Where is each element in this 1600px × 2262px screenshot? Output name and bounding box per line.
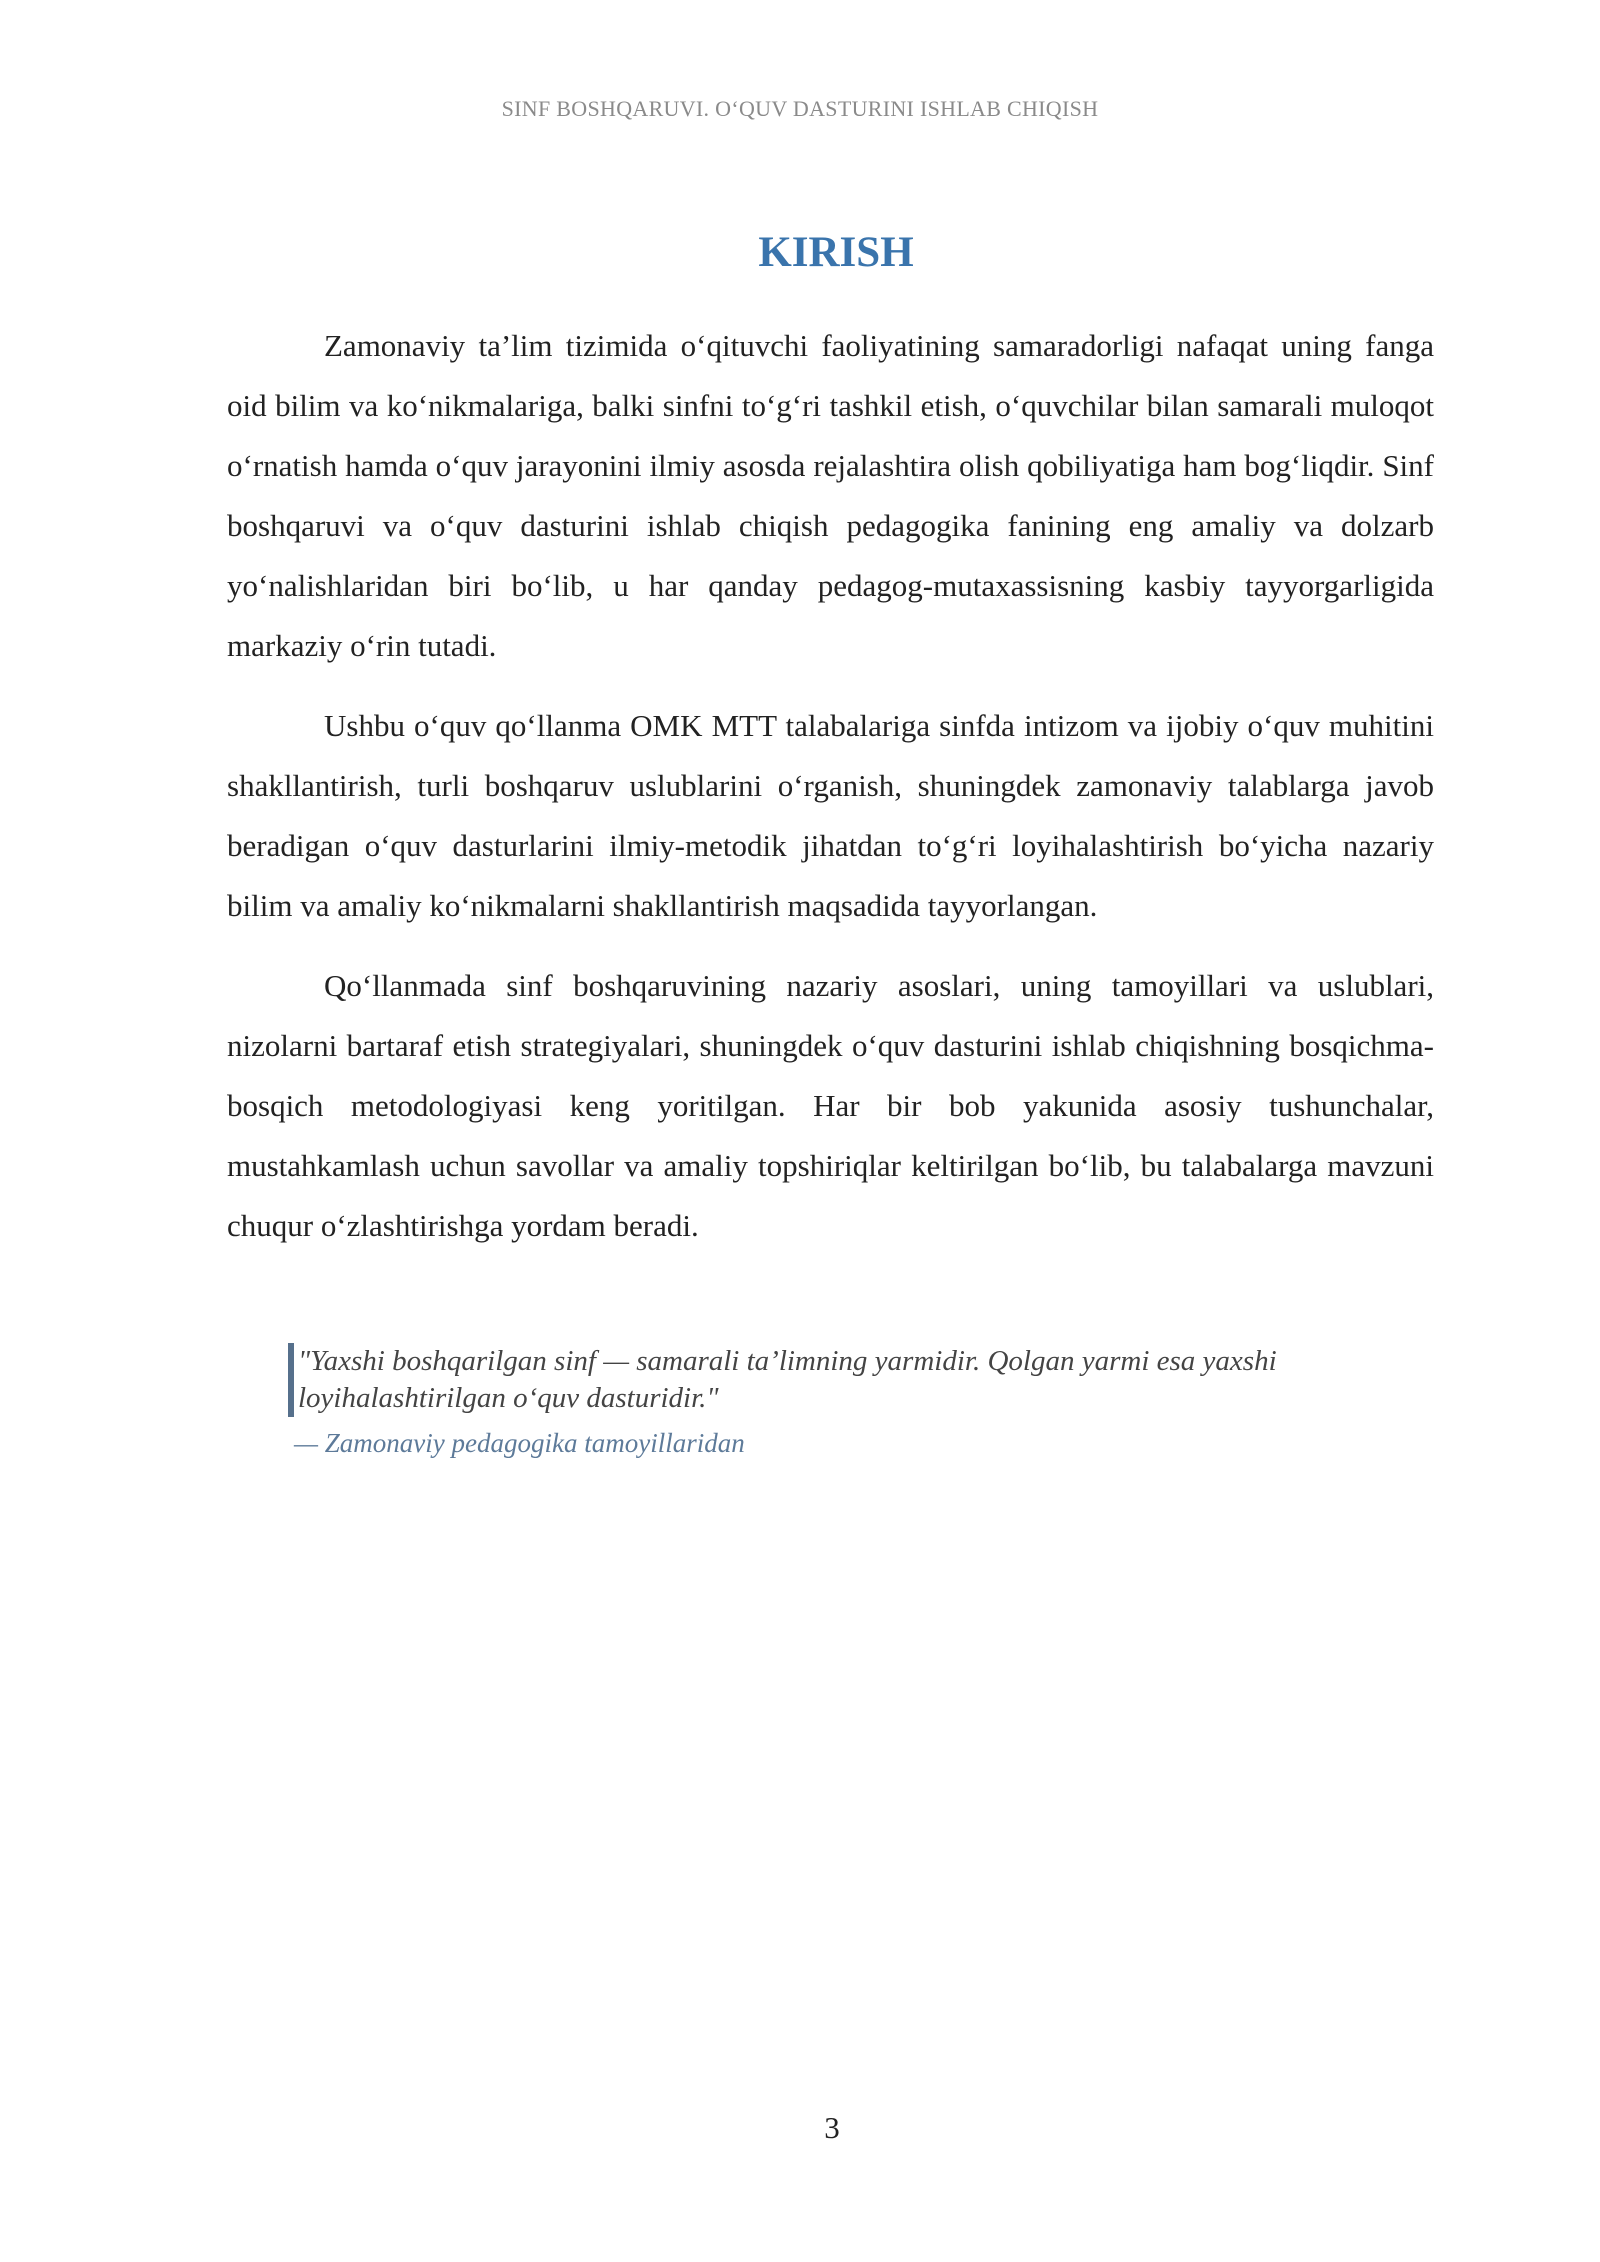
page-number: 3 [824,2110,840,2145]
paragraph-2: Ushbu o‘quv qo‘llanma OMK MTT talabalariga sinfda intizom va ijobiy o‘quv muhitini shakllantirish, turli boshqaruv uslublarini o‘rganish, shuningdek zamonaviy talablarga javob beradigan o‘quv dasturlarini ilmiy-metodik jihatdan to‘g‘ri loyihalashtirish bo‘yicha nazariy bilim va amaliy ko‘nikmalarni shakllantirish maqsadida tayyorlangan. [227,708,1434,923]
paragraph-1: Zamonaviy ta’lim tizimida o‘qituvchi faoliyatining samaradorligi nafaqat uning fanga oid bilim va ko‘nikmalariga, balki sinfni to‘g‘ri tashkil etish, o‘quvchilar bilan samarali muloqot o‘rnatish hamda o‘quv jarayonini ilmiy asosda rejalashtira olish qobiliyatiga ham bog‘liqdir. Sinf boshqaruvi va o‘quv dasturini ishlab chiqish pedagogika fanining eng amaliy va dolzarb yo‘nalishlaridan biri bo‘lib, u har qanday pedagog-mutaxassisning kasbiy tayyorgarligida markaziy o‘rin tutadi. [227,328,1434,663]
quote-source: — Zamonaviy pedagogika tamoyillaridan [294,1428,745,1458]
page-title: KIRISH [758,229,914,276]
epigraph-quote [288,1343,1418,1417]
body-text [227,316,1434,1276]
paragraph-3: Qo‘llanmada sinf boshqaruvining nazariy asoslari, uning tamoyillari va uslublari, nizolarni bartaraf etish strategiyalari, shuningdek o‘quv dasturini ishlab chiqishning bosqichma-bosqich metodologiyasi keng yoritilgan. Har bir bob yakunida asosiy tushunchalar, mustahkamlash uchun savollar va amaliy topshiriqlar keltirilgan bo‘lib, bu talabalarga mavzuni chuqur o‘zlashtirishga yordam beradi. [227,968,1434,1243]
quote-text: "Yaxshi boshqarilgan sinf — samarali ta’limning yarmidir. Qolgan yarmi esa yaxshi loyihalashtirilgan o‘quv dasturidir." [298,1345,1277,1414]
running-header: SINF BOSHQARUVI. O‘QUV DASTURINI ISHLAB CHIQISH [501,96,1099,121]
